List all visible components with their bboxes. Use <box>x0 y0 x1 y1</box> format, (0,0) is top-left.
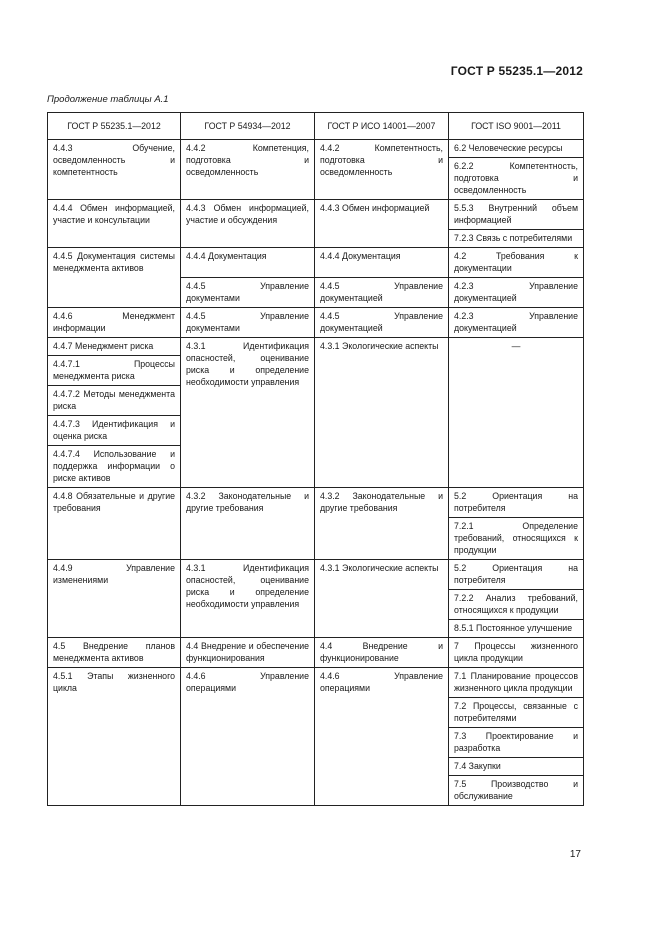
table-cell: 5.5.3 Внутренний объем информацией <box>449 200 584 230</box>
table-cell: 4.4.4 Документация <box>315 248 449 278</box>
table-cell: 4.4.2 Компетенция, подготовка и осведомленность <box>181 140 315 200</box>
table-cell: 4.4.3 Обмен информацией, участие и обсуждения <box>181 200 315 248</box>
table-cell: 5.2 Ориентация на потребителя <box>449 560 584 590</box>
table-cell: 7.2.3 Связь с потребителями <box>449 230 584 248</box>
table-cell: 7 Процессы жизненного цикла продукции <box>449 638 584 668</box>
table-cell: 4.3.1 Идентификация опасностей, оценивание риска и определение необходимости управления <box>181 560 315 638</box>
table-cell: 4.4 Внедрение и функционирование <box>315 638 449 668</box>
table-cell: 4.4.7.1 Процессы менеджмента риска <box>48 356 181 386</box>
table-cell: 4.4 Внедрение и обеспечение функционирования <box>181 638 315 668</box>
table-cell: 4.4.5 Управление документацией <box>315 278 449 308</box>
table-cell: 4.4.5 Документация системы менеджмента активов <box>48 248 181 308</box>
table-cell: 4.3.1 Экологические аспекты <box>315 560 449 638</box>
table-cell: 6.2 Человеческие ресурсы <box>449 140 584 158</box>
table-cell: 7.2.1 Определение требований, относящихся к продукции <box>449 518 584 560</box>
table-row <box>48 488 584 518</box>
table-caption: Продолжение таблицы А.1 <box>47 94 169 105</box>
table-cell: 4.5.1 Этапы жизненного цикла <box>48 668 181 806</box>
table-cell: 4.4.3 Обучение, осведомленность и компетентность <box>48 140 181 200</box>
column-header: ГОСТ Р 54934—2012 <box>181 113 315 140</box>
table-cell: 4.4.3 Обмен информацией <box>315 200 449 248</box>
table-cell: 4.3.1 Экологические аспекты <box>315 338 449 488</box>
table-row <box>48 668 584 698</box>
table-cell: 4.4.6 Управление операциями <box>181 668 315 806</box>
table-cell: 5.2 Ориентация на потребителя <box>449 488 584 518</box>
table-cell: 7.4 Закупки <box>449 758 584 776</box>
column-header: ГОСТ ISO 9001—2011 <box>449 113 584 140</box>
table-cell: 7.2.2 Анализ требований, относящихся к продукции <box>449 590 584 620</box>
table-row <box>48 638 584 668</box>
table-cell: 4.4.7 Менеджмент риска <box>48 338 181 356</box>
table-cell: 7.1 Планирование процессов жизненного цикла продукции <box>449 668 584 698</box>
table-cell: 7.3 Проектирование и разработка <box>449 728 584 758</box>
correspondence-table <box>47 112 584 806</box>
table-cell: 8.5.1 Постоянное улучшение <box>449 620 584 638</box>
table-cell: 6.2.2 Компетентность, подготовка и осведомленность <box>449 158 584 200</box>
table-cell: 4.3.1 Идентификация опасностей, оценивание риска и определение необходимости управления <box>181 338 315 488</box>
table-row <box>48 338 584 356</box>
table-cell: 4.3.2 Законодательные и другие требования <box>181 488 315 560</box>
table-cell: 4.4.6 Управление операциями <box>315 668 449 806</box>
table-cell: 4.4.7.3 Идентификация и оценка риска <box>48 416 181 446</box>
table-cell: 4.4.5 Управление документами <box>181 278 315 308</box>
table-cell: 4.4.5 Управление документами <box>181 308 315 338</box>
table-cell: 7.5 Производство и обслуживание <box>449 776 584 806</box>
table-cell: 4.4.6 Менеджмент информации <box>48 308 181 338</box>
table-cell: 4.5 Внедрение планов менеджмента активов <box>48 638 181 668</box>
table-row <box>48 560 584 590</box>
table-row <box>48 140 584 158</box>
page-number: 17 <box>569 849 581 860</box>
table-row <box>48 248 584 278</box>
table-header-row <box>48 113 584 140</box>
table-row <box>48 308 584 338</box>
table-cell: 4.4.5 Управление документацией <box>315 308 449 338</box>
table-cell: 4.4.8 Обязательные и другие требования <box>48 488 181 560</box>
column-header: ГОСТ Р 55235.1—2012 <box>48 113 181 140</box>
table-cell: — <box>449 338 584 488</box>
table-cell: 4.4.2 Компетентность, подготовка и осведомленность <box>315 140 449 200</box>
table-cell: 4.2 Требования к документации <box>449 248 584 278</box>
table-cell: 4.4.4 Документация <box>181 248 315 278</box>
table-cell: 7.2 Процессы, связанные с потребителями <box>449 698 584 728</box>
table-cell: 4.3.2 Законодательные и другие требования <box>315 488 449 560</box>
table-row <box>48 200 584 230</box>
table-cell: 4.4.7.2 Методы менеджмента риска <box>48 386 181 416</box>
table-cell: 4.2.3 Управление документацией <box>449 308 584 338</box>
table-cell: 4.4.7.4 Использование и поддержка информации о риске активов <box>48 446 181 488</box>
document-code: ГОСТ Р 55235.1—2012 <box>450 64 583 78</box>
table-cell: 4.4.9 Управление изменениями <box>48 560 181 638</box>
column-header: ГОСТ Р ИСО 14001—2007 <box>315 113 449 140</box>
table-cell: 4.4.4 Обмен информацией, участие и консультации <box>48 200 181 248</box>
table-cell: 4.2.3 Управление документацией <box>449 278 584 308</box>
